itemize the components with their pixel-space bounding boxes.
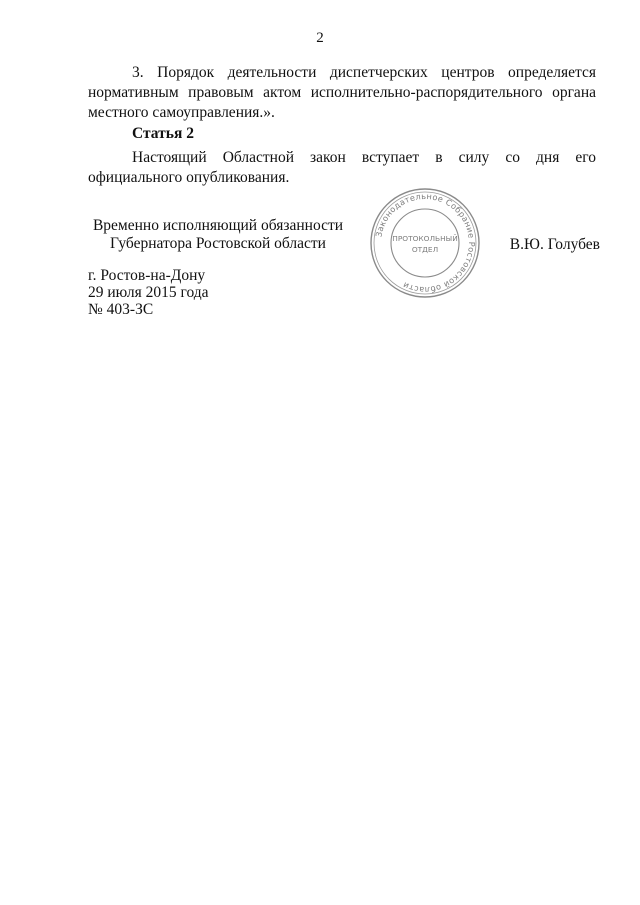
city: г. Ростов-на-Дону — [88, 267, 206, 284]
paragraph-clause-3: 3. Порядок деятельности диспетчерских центров определяется нормативным правовым актом исполнительно-распорядительного органа местного самоуправления.». — [88, 64, 596, 121]
law-number: № 403-ЗС — [88, 301, 154, 318]
place-date-block — [88, 267, 209, 318]
date: 29 июля 2015 года — [88, 284, 209, 301]
article-heading: Статья 2 — [132, 125, 194, 142]
signer-title-line-2: Губернатора Ростовской области — [110, 235, 326, 252]
seal-center-line-2: ОТДЕЛ — [411, 245, 439, 254]
official-seal-stamp — [368, 186, 482, 300]
seal-graphic — [368, 186, 482, 300]
signer-title-line-1: Временно исполняющий обязанности — [92, 217, 344, 234]
seal-center-line-1: ПРОТОКОЛЬНЫЙ — [392, 234, 458, 243]
seal-ring-text: Законодательное Собрание Ростовской области — [373, 190, 478, 296]
paragraph-effective-date: Настоящий Областной закон вступает в силу со дня его официального опубликования. — [88, 149, 596, 186]
page-number: 2 — [316, 30, 324, 46]
signer-name: В.Ю. Голубев — [509, 236, 600, 253]
signer-title — [88, 217, 348, 253]
